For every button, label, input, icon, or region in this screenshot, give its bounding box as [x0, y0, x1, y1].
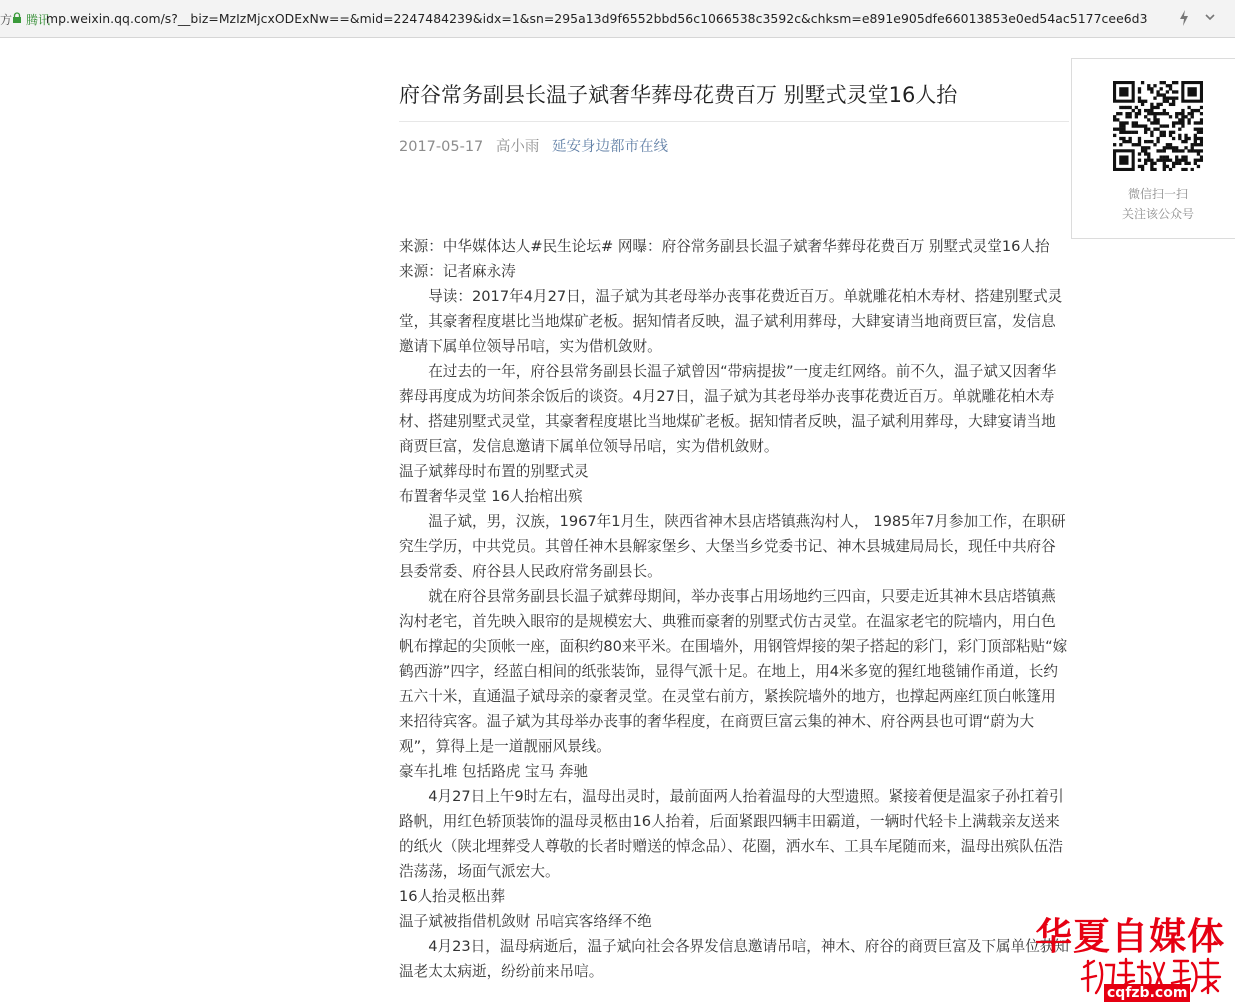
article-paragraph: 4月27日上午9时左右，温母出灵时，最前面两人抬着温母的大型遗照。紧接着便是温家子孙扛着引路帆，用红色轿顶装饰的温母灵柩由16人抬着，后面紧跟四辆丰田霸道，一辆时代轻卡上满载亲友送来的纸火（陕北埋葬受人尊敬的长者时赠送的悼念品）、花圈，洒水车、工具车尾随而来，温母出殡队伍浩浩荡荡，场面气派宏大。	[399, 788, 1064, 880]
qr-code-image	[1113, 81, 1203, 171]
article-paragraph: 就在府谷县常务副县长温子斌葬母期间，举办丧事占用场地约三四亩，只要走近其神木县店塔镇燕沟村老宅，首先映入眼帘的是规模宏大、典雅而豪奢的别墅式仿古灵堂。在温家老宅的院墙内，用白色帆布撑起的尖顶帐一座，面积约80来平米。在围墙外，用钢管焊接的架子搭起的彩门，彩门顶部粘贴“嫁鹤西游”四字，经蓝白相间的纸张装饰，显得气派十足。在地上，用4米多宽的猩红地毯铺作甬道，长约五六十米，直通温子斌母亲的豪奢灵堂。在灵堂右前方，紧挨院墙外的地方，也撑起两座红顶白帐篷用来招待宾客。温子斌为其母举办丧事的奢华程度，在商贾巨富云集的神木、府谷两县也可谓“蔚为大观”，算得上是一道靓丽风景线。	[399, 588, 1068, 755]
account-name-link[interactable]: 延安身边都市在线	[552, 139, 668, 155]
title-divider	[399, 121, 1069, 122]
article-paragraph: 温子斌葬母时布置的别墅式灵	[399, 463, 589, 480]
publish-date: 2017-05-17	[399, 139, 484, 155]
article-paragraph: 在过去的一年，府谷县常务副县长温子斌曾因“带病提拔”一度走红网络。前不久，温子斌又因奢华葬母再度成为坊间茶余饭后的谈资。4月27日，温子斌为其老母举办丧事花费近百万。单就雕花柏木寿材、搭建别墅式灵堂，其豪奢程度堪比当地煤矿老板。据知情者反映，温子斌利用葬母，大肆宴请当地商贾巨富，发信息邀请下属单位领导吊唁，实为借机敛财。	[399, 363, 1057, 455]
article-body	[399, 234, 1069, 984]
address-bar	[0, 0, 1235, 38]
article-paragraph: 导读：2017年4月27日，温子斌为其老母举办丧事花费近百万。单就雕花柏木寿材、搭建别墅式灵堂，其豪奢程度堪比当地煤矿老板。据知情者反映，温子斌利用葬母，大肆宴请当地商贾巨富，发信息邀请下属单位领导吊唁，实为借机敛财。	[399, 288, 1063, 355]
article-paragraph: 温子斌，男，汉族，1967年1月生，陕西省神木县店塔镇燕沟村人， 1985年7月参加工作，在职研究生学历，中共党员。其曾任神木县解家堡乡、大堡当乡党委书记、神木县城建局局长，现任中共府谷县委常委、府谷县人民政府常务副县长。	[399, 513, 1066, 580]
watermark-domain: cqfzb.com	[1104, 984, 1190, 1002]
article-paragraph: 16人抬灵柩出葬	[399, 888, 506, 905]
article-paragraph: 温子斌被指借机敛财 吊唁宾客络绎不绝	[399, 913, 652, 930]
article-paragraph: 来源：记者麻永涛	[399, 263, 516, 280]
lightning-icon[interactable]	[1177, 9, 1191, 27]
url-field[interactable]: mp.weixin.qq.com/s?__biz=MzIzMjcxODExNw==&mid=2247484239&idx=1&sn=295a13d9f6552bbd56c1066538c3592c&chksm=e891e905dfe66013853e0ed54ac5177cee6d3	[46, 11, 1148, 26]
qr-scan-label: 微信扫一扫	[1127, 187, 1188, 201]
article-paragraph: 豪车扎堆 包括路虎 宝马 奔驰	[399, 763, 589, 780]
author-name: 高小雨	[495, 139, 540, 155]
article-title: 府谷常务副县长温子斌奢华葬母花费百万 别墅式灵堂16人抬	[399, 83, 958, 107]
article-meta	[399, 135, 668, 156]
lock-icon	[12, 12, 22, 24]
article-paragraph: 布置奢华灵堂 16人抬棺出殡	[399, 488, 583, 505]
qr-follow-label: 关注该公众号	[1121, 207, 1194, 221]
article-paragraph: 来源：中华媒体达人#民生论坛# 网曝：府谷常务副县长温子斌奢华葬母花费百万 别墅式灵堂16人抬	[399, 238, 1050, 255]
article-paragraph: 4月23日，温母病逝后，温子斌向社会各界发信息邀请吊唁，神木、府谷的商贾巨富及下属单位获知温老太太病逝，纷纷前来吊唁。	[399, 938, 1069, 980]
watermark-brand-text: 华夏自媒体	[1035, 915, 1225, 958]
site-identity-label[interactable]: 腾讯	[26, 13, 51, 27]
chevron-down-icon[interactable]	[1202, 9, 1218, 27]
tab-edge-text: 方	[0, 13, 13, 27]
qr-code-panel	[1071, 58, 1235, 239]
